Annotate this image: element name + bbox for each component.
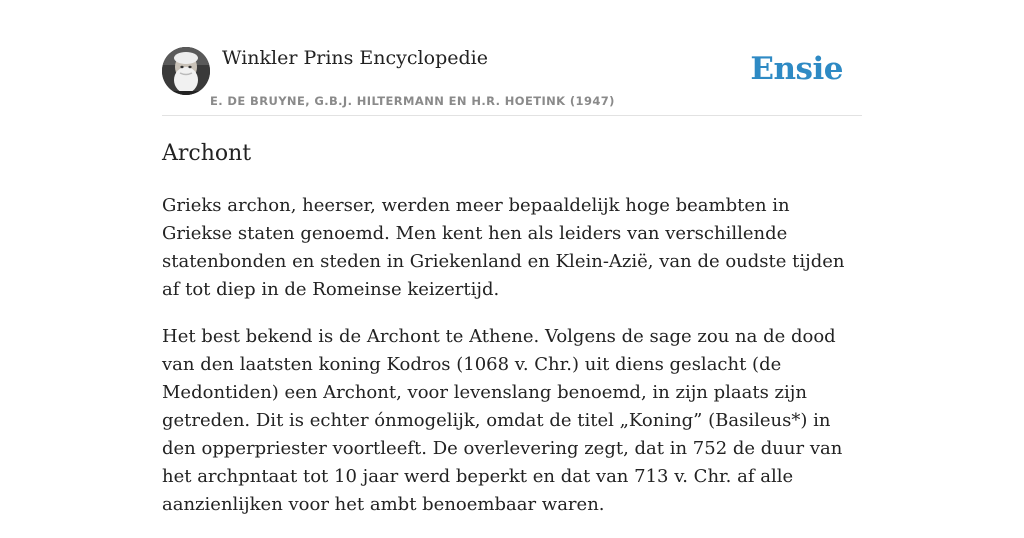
site-header bbox=[162, 0, 862, 116]
page bbox=[162, 0, 862, 515]
article-body bbox=[162, 192, 862, 538]
paragraph: Grieks archon, heerser, werden meer bepaaldelijk hoge beambten in Griekse staten genoemd. Men kent hen als leiders van verschillende statenbonden en steden in Griekenland en Klein-Azië, van de oudste tijden af tot diep in de Romeinse keizertijd. bbox=[162, 195, 845, 300]
ensie-logo[interactable]: Ensie bbox=[750, 51, 843, 87]
portrait-photo-icon bbox=[162, 47, 210, 95]
encyclopedia-title[interactable]: Winkler Prins Encyclopedie bbox=[222, 47, 488, 69]
authors-line: E. DE BRUYNE, G.B.J. HILTERMANN EN H.R. HOETINK (1947) bbox=[210, 94, 615, 108]
article-title: Archont bbox=[162, 141, 252, 166]
author-avatar[interactable] bbox=[162, 47, 210, 95]
paragraph: Het best bekend is de Archont te Athene. Volgens de sage zou na de dood van den laatsten koning Kodros (1068 v. Chr.) uit diens geslacht (de Medontiden) een Archont, voor levenslang benoemd, in zijn plaats zijn getreden. Dit is echter ónmogelijk, omdat de titel „Koning” (Basileus*) in den opperpriester voortleeft. De overlevering zegt, dat in 752 de duur van het archpntaat tot 10 jaar werd beperkt en dat van 713 v. Chr. af alle aanzienlijken voor het ambt benoembaar waren. bbox=[162, 326, 843, 515]
